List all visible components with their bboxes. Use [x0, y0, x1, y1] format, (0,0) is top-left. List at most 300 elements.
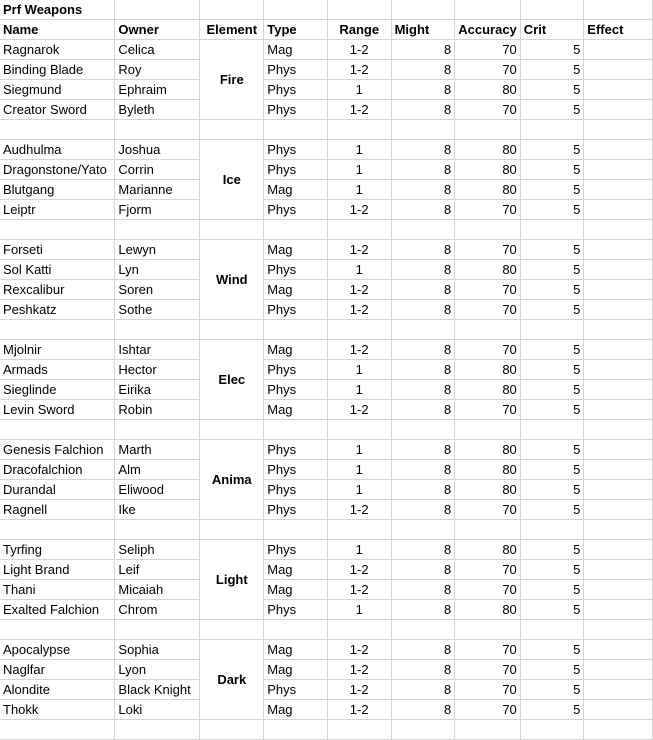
owner-cell[interactable]: Lyn: [115, 260, 200, 280]
crit-cell[interactable]: 5: [520, 340, 584, 360]
crit-cell[interactable]: 5: [520, 400, 584, 420]
might-cell[interactable]: 8: [391, 480, 455, 500]
effect-cell[interactable]: [584, 200, 653, 220]
empty-cell[interactable]: [584, 620, 653, 640]
empty-cell[interactable]: [115, 120, 200, 140]
crit-cell[interactable]: 5: [520, 180, 584, 200]
crit-cell[interactable]: 5: [520, 680, 584, 700]
empty-cell[interactable]: [584, 320, 653, 340]
type-cell[interactable]: Phys: [264, 200, 328, 220]
weapon-name-cell[interactable]: Thani: [0, 580, 115, 600]
crit-cell[interactable]: 5: [520, 280, 584, 300]
owner-cell[interactable]: Ike: [115, 500, 200, 520]
empty-cell[interactable]: [584, 520, 653, 540]
crit-cell[interactable]: 5: [520, 380, 584, 400]
might-cell[interactable]: 8: [391, 240, 455, 260]
owner-cell[interactable]: Sothe: [115, 300, 200, 320]
owner-cell[interactable]: Micaiah: [115, 580, 200, 600]
empty-cell[interactable]: [200, 420, 264, 440]
might-cell[interactable]: 8: [391, 140, 455, 160]
header-accuracy[interactable]: Accuracy: [455, 20, 521, 40]
might-cell[interactable]: 8: [391, 260, 455, 280]
weapon-name-cell[interactable]: Armads: [0, 360, 115, 380]
owner-cell[interactable]: Alm: [115, 460, 200, 480]
effect-cell[interactable]: [584, 600, 653, 620]
empty-cell[interactable]: [520, 620, 584, 640]
accuracy-cell[interactable]: 70: [455, 640, 521, 660]
effect-cell[interactable]: [584, 140, 653, 160]
effect-cell[interactable]: [584, 340, 653, 360]
effect-cell[interactable]: [584, 180, 653, 200]
effect-cell[interactable]: [584, 700, 653, 720]
accuracy-cell[interactable]: 70: [455, 300, 521, 320]
weapon-name-cell[interactable]: Thokk: [0, 700, 115, 720]
header-range[interactable]: Range: [327, 20, 391, 40]
weapon-name-cell[interactable]: Apocalypse: [0, 640, 115, 660]
might-cell[interactable]: 8: [391, 440, 455, 460]
empty-cell[interactable]: [391, 320, 455, 340]
empty-cell[interactable]: [115, 720, 200, 740]
owner-cell[interactable]: Black Knight: [115, 680, 200, 700]
header-might[interactable]: Might: [391, 20, 455, 40]
weapon-name-cell[interactable]: Creator Sword: [0, 100, 115, 120]
empty-cell[interactable]: [200, 0, 264, 20]
accuracy-cell[interactable]: 70: [455, 60, 521, 80]
empty-cell[interactable]: [115, 620, 200, 640]
type-cell[interactable]: Phys: [264, 80, 328, 100]
header-name[interactable]: Name: [0, 20, 115, 40]
empty-cell[interactable]: [520, 420, 584, 440]
effect-cell[interactable]: [584, 160, 653, 180]
effect-cell[interactable]: [584, 640, 653, 660]
effect-cell[interactable]: [584, 60, 653, 80]
range-cell[interactable]: 1: [327, 480, 391, 500]
crit-cell[interactable]: 5: [520, 40, 584, 60]
effect-cell[interactable]: [584, 360, 653, 380]
crit-cell[interactable]: 5: [520, 600, 584, 620]
weapon-name-cell[interactable]: Genesis Falchion: [0, 440, 115, 460]
might-cell[interactable]: 8: [391, 360, 455, 380]
crit-cell[interactable]: 5: [520, 500, 584, 520]
crit-cell[interactable]: 5: [520, 100, 584, 120]
type-cell[interactable]: Mag: [264, 580, 328, 600]
effect-cell[interactable]: [584, 480, 653, 500]
crit-cell[interactable]: 5: [520, 200, 584, 220]
empty-cell[interactable]: [584, 220, 653, 240]
range-cell[interactable]: 1: [327, 180, 391, 200]
element-cell[interactable]: Fire: [200, 40, 264, 120]
might-cell[interactable]: 8: [391, 280, 455, 300]
empty-cell[interactable]: [327, 0, 391, 20]
weapon-name-cell[interactable]: Rexcalibur: [0, 280, 115, 300]
accuracy-cell[interactable]: 80: [455, 540, 521, 560]
might-cell[interactable]: 8: [391, 500, 455, 520]
element-cell[interactable]: Anima: [200, 440, 264, 520]
type-cell[interactable]: Phys: [264, 140, 328, 160]
accuracy-cell[interactable]: 70: [455, 280, 521, 300]
might-cell[interactable]: 8: [391, 580, 455, 600]
element-cell[interactable]: Dark: [200, 640, 264, 720]
empty-cell[interactable]: [115, 220, 200, 240]
owner-cell[interactable]: Byleth: [115, 100, 200, 120]
accuracy-cell[interactable]: 70: [455, 400, 521, 420]
accuracy-cell[interactable]: 80: [455, 360, 521, 380]
weapon-name-cell[interactable]: Alondite: [0, 680, 115, 700]
weapon-name-cell[interactable]: Durandal: [0, 480, 115, 500]
empty-cell[interactable]: [327, 120, 391, 140]
owner-cell[interactable]: Seliph: [115, 540, 200, 560]
range-cell[interactable]: 1-2: [327, 240, 391, 260]
might-cell[interactable]: 8: [391, 680, 455, 700]
accuracy-cell[interactable]: 80: [455, 480, 521, 500]
accuracy-cell[interactable]: 70: [455, 660, 521, 680]
type-cell[interactable]: Phys: [264, 540, 328, 560]
empty-cell[interactable]: [264, 0, 328, 20]
type-cell[interactable]: Phys: [264, 600, 328, 620]
empty-cell[interactable]: [327, 620, 391, 640]
type-cell[interactable]: Phys: [264, 160, 328, 180]
range-cell[interactable]: 1-2: [327, 200, 391, 220]
empty-cell[interactable]: [200, 220, 264, 240]
accuracy-cell[interactable]: 70: [455, 240, 521, 260]
might-cell[interactable]: 8: [391, 200, 455, 220]
range-cell[interactable]: 1: [327, 360, 391, 380]
empty-cell[interactable]: [391, 0, 455, 20]
empty-cell[interactable]: [0, 620, 115, 640]
effect-cell[interactable]: [584, 540, 653, 560]
crit-cell[interactable]: 5: [520, 660, 584, 680]
weapon-name-cell[interactable]: Levin Sword: [0, 400, 115, 420]
empty-cell[interactable]: [455, 220, 521, 240]
owner-cell[interactable]: Eliwood: [115, 480, 200, 500]
accuracy-cell[interactable]: 70: [455, 560, 521, 580]
crit-cell[interactable]: 5: [520, 480, 584, 500]
range-cell[interactable]: 1: [327, 600, 391, 620]
empty-cell[interactable]: [327, 220, 391, 240]
might-cell[interactable]: 8: [391, 380, 455, 400]
empty-cell[interactable]: [391, 720, 455, 740]
accuracy-cell[interactable]: 80: [455, 380, 521, 400]
empty-cell[interactable]: [455, 0, 521, 20]
owner-cell[interactable]: Marianne: [115, 180, 200, 200]
weapon-name-cell[interactable]: Blutgang: [0, 180, 115, 200]
accuracy-cell[interactable]: 80: [455, 440, 521, 460]
effect-cell[interactable]: [584, 680, 653, 700]
empty-cell[interactable]: [520, 0, 584, 20]
weapon-name-cell[interactable]: Light Brand: [0, 560, 115, 580]
type-cell[interactable]: Phys: [264, 360, 328, 380]
weapon-name-cell[interactable]: Dragonstone/Yato: [0, 160, 115, 180]
sheet-title[interactable]: Prf Weapons: [0, 0, 115, 20]
type-cell[interactable]: Phys: [264, 60, 328, 80]
empty-cell[interactable]: [391, 620, 455, 640]
empty-cell[interactable]: [0, 220, 115, 240]
crit-cell[interactable]: 5: [520, 300, 584, 320]
crit-cell[interactable]: 5: [520, 700, 584, 720]
weapon-name-cell[interactable]: Forseti: [0, 240, 115, 260]
range-cell[interactable]: 1: [327, 380, 391, 400]
weapon-name-cell[interactable]: Dracofalchion: [0, 460, 115, 480]
might-cell[interactable]: 8: [391, 640, 455, 660]
type-cell[interactable]: Mag: [264, 400, 328, 420]
element-cell[interactable]: Wind: [200, 240, 264, 320]
empty-cell[interactable]: [264, 220, 328, 240]
empty-cell[interactable]: [115, 0, 200, 20]
empty-cell[interactable]: [391, 520, 455, 540]
empty-cell[interactable]: [584, 0, 653, 20]
type-cell[interactable]: Phys: [264, 260, 328, 280]
empty-cell[interactable]: [115, 320, 200, 340]
weapon-name-cell[interactable]: Leiptr: [0, 200, 115, 220]
empty-cell[interactable]: [391, 220, 455, 240]
crit-cell[interactable]: 5: [520, 260, 584, 280]
weapon-name-cell[interactable]: Peshkatz: [0, 300, 115, 320]
empty-cell[interactable]: [327, 720, 391, 740]
crit-cell[interactable]: 5: [520, 360, 584, 380]
empty-cell[interactable]: [264, 520, 328, 540]
crit-cell[interactable]: 5: [520, 580, 584, 600]
owner-cell[interactable]: Lewyn: [115, 240, 200, 260]
type-cell[interactable]: Phys: [264, 300, 328, 320]
owner-cell[interactable]: Lyon: [115, 660, 200, 680]
accuracy-cell[interactable]: 70: [455, 340, 521, 360]
crit-cell[interactable]: 5: [520, 540, 584, 560]
empty-cell[interactable]: [455, 620, 521, 640]
crit-cell[interactable]: 5: [520, 460, 584, 480]
empty-cell[interactable]: [0, 520, 115, 540]
range-cell[interactable]: 1-2: [327, 660, 391, 680]
empty-cell[interactable]: [0, 420, 115, 440]
empty-cell[interactable]: [455, 420, 521, 440]
might-cell[interactable]: 8: [391, 600, 455, 620]
type-cell[interactable]: Mag: [264, 660, 328, 680]
weapon-name-cell[interactable]: Exalted Falchion: [0, 600, 115, 620]
type-cell[interactable]: Phys: [264, 380, 328, 400]
might-cell[interactable]: 8: [391, 540, 455, 560]
range-cell[interactable]: 1-2: [327, 300, 391, 320]
empty-cell[interactable]: [455, 120, 521, 140]
empty-cell[interactable]: [455, 320, 521, 340]
weapon-name-cell[interactable]: Ragnarok: [0, 40, 115, 60]
weapon-name-cell[interactable]: Sieglinde: [0, 380, 115, 400]
element-cell[interactable]: Light: [200, 540, 264, 620]
might-cell[interactable]: 8: [391, 40, 455, 60]
empty-cell[interactable]: [455, 520, 521, 540]
owner-cell[interactable]: Ephraim: [115, 80, 200, 100]
effect-cell[interactable]: [584, 240, 653, 260]
might-cell[interactable]: 8: [391, 340, 455, 360]
owner-cell[interactable]: Ishtar: [115, 340, 200, 360]
range-cell[interactable]: 1-2: [327, 700, 391, 720]
type-cell[interactable]: Mag: [264, 40, 328, 60]
type-cell[interactable]: Mag: [264, 180, 328, 200]
range-cell[interactable]: 1-2: [327, 500, 391, 520]
header-owner[interactable]: Owner: [115, 20, 200, 40]
type-cell[interactable]: Phys: [264, 680, 328, 700]
effect-cell[interactable]: [584, 660, 653, 680]
type-cell[interactable]: Mag: [264, 340, 328, 360]
accuracy-cell[interactable]: 80: [455, 160, 521, 180]
weapon-name-cell[interactable]: Audhulma: [0, 140, 115, 160]
crit-cell[interactable]: 5: [520, 160, 584, 180]
type-cell[interactable]: Phys: [264, 480, 328, 500]
header-crit[interactable]: Crit: [520, 20, 584, 40]
weapon-name-cell[interactable]: Sol Katti: [0, 260, 115, 280]
type-cell[interactable]: Mag: [264, 280, 328, 300]
accuracy-cell[interactable]: 70: [455, 200, 521, 220]
empty-cell[interactable]: [264, 420, 328, 440]
owner-cell[interactable]: Chrom: [115, 600, 200, 620]
header-effect[interactable]: Effect: [584, 20, 653, 40]
empty-cell[interactable]: [520, 120, 584, 140]
empty-cell[interactable]: [584, 720, 653, 740]
accuracy-cell[interactable]: 70: [455, 100, 521, 120]
crit-cell[interactable]: 5: [520, 140, 584, 160]
accuracy-cell[interactable]: 70: [455, 40, 521, 60]
empty-cell[interactable]: [264, 620, 328, 640]
range-cell[interactable]: 1: [327, 140, 391, 160]
empty-cell[interactable]: [200, 120, 264, 140]
accuracy-cell[interactable]: 80: [455, 140, 521, 160]
empty-cell[interactable]: [200, 620, 264, 640]
range-cell[interactable]: 1-2: [327, 40, 391, 60]
empty-cell[interactable]: [327, 320, 391, 340]
effect-cell[interactable]: [584, 260, 653, 280]
effect-cell[interactable]: [584, 380, 653, 400]
empty-cell[interactable]: [264, 720, 328, 740]
range-cell[interactable]: 1-2: [327, 340, 391, 360]
accuracy-cell[interactable]: 70: [455, 700, 521, 720]
element-cell[interactable]: Elec: [200, 340, 264, 420]
empty-cell[interactable]: [327, 520, 391, 540]
owner-cell[interactable]: Robin: [115, 400, 200, 420]
type-cell[interactable]: Mag: [264, 560, 328, 580]
crit-cell[interactable]: 5: [520, 640, 584, 660]
owner-cell[interactable]: Roy: [115, 60, 200, 80]
range-cell[interactable]: 1-2: [327, 400, 391, 420]
type-cell[interactable]: Mag: [264, 700, 328, 720]
type-cell[interactable]: Phys: [264, 100, 328, 120]
owner-cell[interactable]: Celica: [115, 40, 200, 60]
empty-cell[interactable]: [115, 420, 200, 440]
weapon-name-cell[interactable]: Tyrfing: [0, 540, 115, 560]
accuracy-cell[interactable]: 80: [455, 180, 521, 200]
empty-cell[interactable]: [584, 420, 653, 440]
might-cell[interactable]: 8: [391, 100, 455, 120]
crit-cell[interactable]: 5: [520, 240, 584, 260]
might-cell[interactable]: 8: [391, 160, 455, 180]
owner-cell[interactable]: Eirika: [115, 380, 200, 400]
effect-cell[interactable]: [584, 400, 653, 420]
might-cell[interactable]: 8: [391, 660, 455, 680]
might-cell[interactable]: 8: [391, 60, 455, 80]
weapon-name-cell[interactable]: Naglfar: [0, 660, 115, 680]
type-cell[interactable]: Mag: [264, 240, 328, 260]
owner-cell[interactable]: Soren: [115, 280, 200, 300]
owner-cell[interactable]: Hector: [115, 360, 200, 380]
empty-cell[interactable]: [327, 420, 391, 440]
empty-cell[interactable]: [264, 320, 328, 340]
range-cell[interactable]: 1: [327, 260, 391, 280]
owner-cell[interactable]: Marth: [115, 440, 200, 460]
might-cell[interactable]: 8: [391, 300, 455, 320]
weapon-name-cell[interactable]: Ragnell: [0, 500, 115, 520]
effect-cell[interactable]: [584, 80, 653, 100]
empty-cell[interactable]: [200, 320, 264, 340]
effect-cell[interactable]: [584, 500, 653, 520]
empty-cell[interactable]: [455, 720, 521, 740]
effect-cell[interactable]: [584, 560, 653, 580]
weapon-name-cell[interactable]: Binding Blade: [0, 60, 115, 80]
empty-cell[interactable]: [584, 120, 653, 140]
range-cell[interactable]: 1: [327, 440, 391, 460]
effect-cell[interactable]: [584, 580, 653, 600]
range-cell[interactable]: 1-2: [327, 640, 391, 660]
accuracy-cell[interactable]: 70: [455, 500, 521, 520]
empty-cell[interactable]: [391, 120, 455, 140]
empty-cell[interactable]: [200, 720, 264, 740]
range-cell[interactable]: 1-2: [327, 60, 391, 80]
crit-cell[interactable]: 5: [520, 60, 584, 80]
might-cell[interactable]: 8: [391, 560, 455, 580]
empty-cell[interactable]: [264, 120, 328, 140]
weapon-name-cell[interactable]: Siegmund: [0, 80, 115, 100]
empty-cell[interactable]: [391, 420, 455, 440]
range-cell[interactable]: 1: [327, 80, 391, 100]
might-cell[interactable]: 8: [391, 700, 455, 720]
header-type[interactable]: Type: [264, 20, 328, 40]
might-cell[interactable]: 8: [391, 180, 455, 200]
empty-cell[interactable]: [115, 520, 200, 540]
range-cell[interactable]: 1-2: [327, 100, 391, 120]
crit-cell[interactable]: 5: [520, 440, 584, 460]
owner-cell[interactable]: Fjorm: [115, 200, 200, 220]
range-cell[interactable]: 1-2: [327, 680, 391, 700]
effect-cell[interactable]: [584, 300, 653, 320]
type-cell[interactable]: Mag: [264, 640, 328, 660]
range-cell[interactable]: 1-2: [327, 560, 391, 580]
empty-cell[interactable]: [520, 720, 584, 740]
might-cell[interactable]: 8: [391, 80, 455, 100]
range-cell[interactable]: 1-2: [327, 580, 391, 600]
range-cell[interactable]: 1: [327, 460, 391, 480]
empty-cell[interactable]: [520, 320, 584, 340]
empty-cell[interactable]: [200, 520, 264, 540]
owner-cell[interactable]: Corrin: [115, 160, 200, 180]
effect-cell[interactable]: [584, 440, 653, 460]
range-cell[interactable]: 1-2: [327, 280, 391, 300]
accuracy-cell[interactable]: 70: [455, 580, 521, 600]
weapon-name-cell[interactable]: Mjolnir: [0, 340, 115, 360]
might-cell[interactable]: 8: [391, 400, 455, 420]
empty-cell[interactable]: [0, 720, 115, 740]
range-cell[interactable]: 1: [327, 160, 391, 180]
accuracy-cell[interactable]: 80: [455, 260, 521, 280]
effect-cell[interactable]: [584, 40, 653, 60]
element-cell[interactable]: Ice: [200, 140, 264, 220]
owner-cell[interactable]: Loki: [115, 700, 200, 720]
effect-cell[interactable]: [584, 280, 653, 300]
accuracy-cell[interactable]: 80: [455, 460, 521, 480]
owner-cell[interactable]: Sophia: [115, 640, 200, 660]
accuracy-cell[interactable]: 80: [455, 80, 521, 100]
crit-cell[interactable]: 5: [520, 80, 584, 100]
type-cell[interactable]: Phys: [264, 440, 328, 460]
empty-cell[interactable]: [0, 320, 115, 340]
accuracy-cell[interactable]: 80: [455, 600, 521, 620]
owner-cell[interactable]: Joshua: [115, 140, 200, 160]
accuracy-cell[interactable]: 70: [455, 680, 521, 700]
